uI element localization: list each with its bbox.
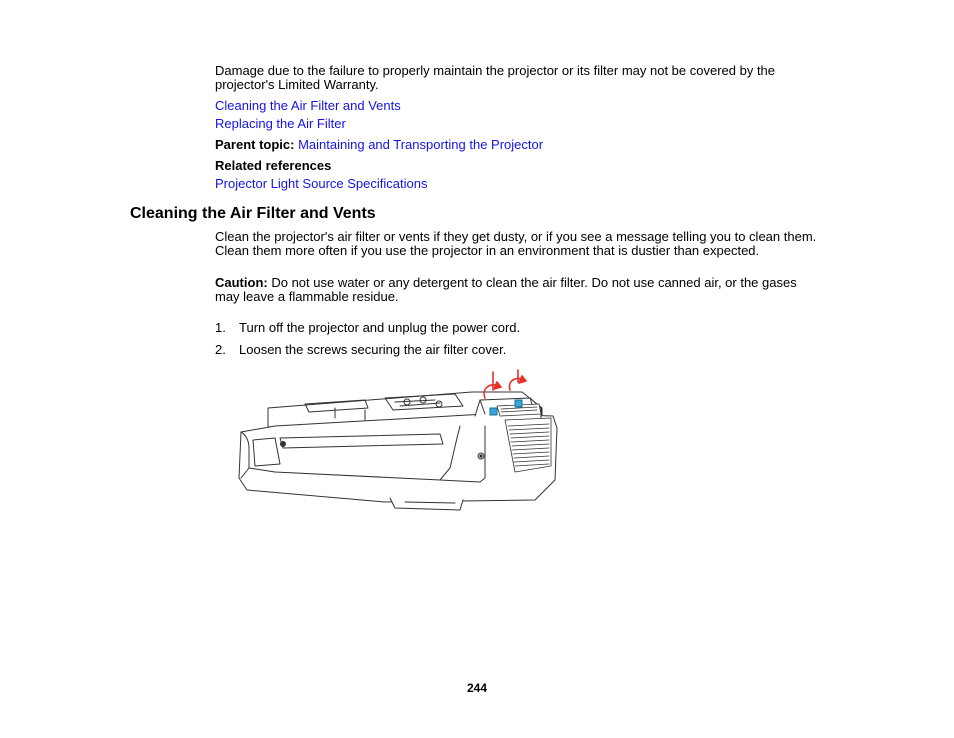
section-paragraph-line2: Clean them more often if you use the projector in an environment that is dustier than expected. xyxy=(215,243,760,258)
page-number: 244 xyxy=(466,681,488,695)
step-text: Turn off the projector and unplug the power cord. xyxy=(239,320,521,335)
parent-topic xyxy=(215,137,543,152)
projector-illustration xyxy=(235,368,560,514)
caution-note xyxy=(215,275,797,290)
caution-text-line1: Do not use water or any detergent to clean the air filter. Do not use canned air, or the gases xyxy=(271,275,797,290)
link-item xyxy=(215,116,346,131)
link-item xyxy=(215,176,427,191)
link-cleaning-air-filter[interactable]: Cleaning the Air Filter and Vents xyxy=(215,98,401,113)
step-item xyxy=(215,320,520,335)
step-text: Loosen the screws securing the air filter cover. xyxy=(239,342,507,357)
warranty-notice-line1: Damage due to the failure to properly maintain the projector or its filter may not be covered by the xyxy=(215,63,776,78)
step-number: 1. xyxy=(215,320,226,335)
step-number: 2. xyxy=(215,342,226,357)
link-light-source-specs[interactable]: Projector Light Source Specifications xyxy=(215,176,428,191)
warranty-notice-line2: projector's Limited Warranty. xyxy=(215,77,379,92)
link-replacing-air-filter[interactable]: Replacing the Air Filter xyxy=(215,116,346,131)
section-heading: Cleaning the Air Filter and Vents xyxy=(130,205,376,222)
caution-text-line2: may leave a flammable residue. xyxy=(215,289,399,304)
link-item xyxy=(215,98,401,113)
link-parent-topic[interactable]: Maintaining and Transporting the Projector xyxy=(298,137,544,152)
parent-topic-label: Parent topic: xyxy=(215,137,295,152)
related-references-label: Related references xyxy=(215,158,332,173)
step-item xyxy=(215,342,506,357)
caution-label: Caution: xyxy=(215,275,268,290)
section-paragraph-line1: Clean the projector's air filter or vents if they get dusty, or if you see a message telling you to clean them. xyxy=(215,229,817,244)
